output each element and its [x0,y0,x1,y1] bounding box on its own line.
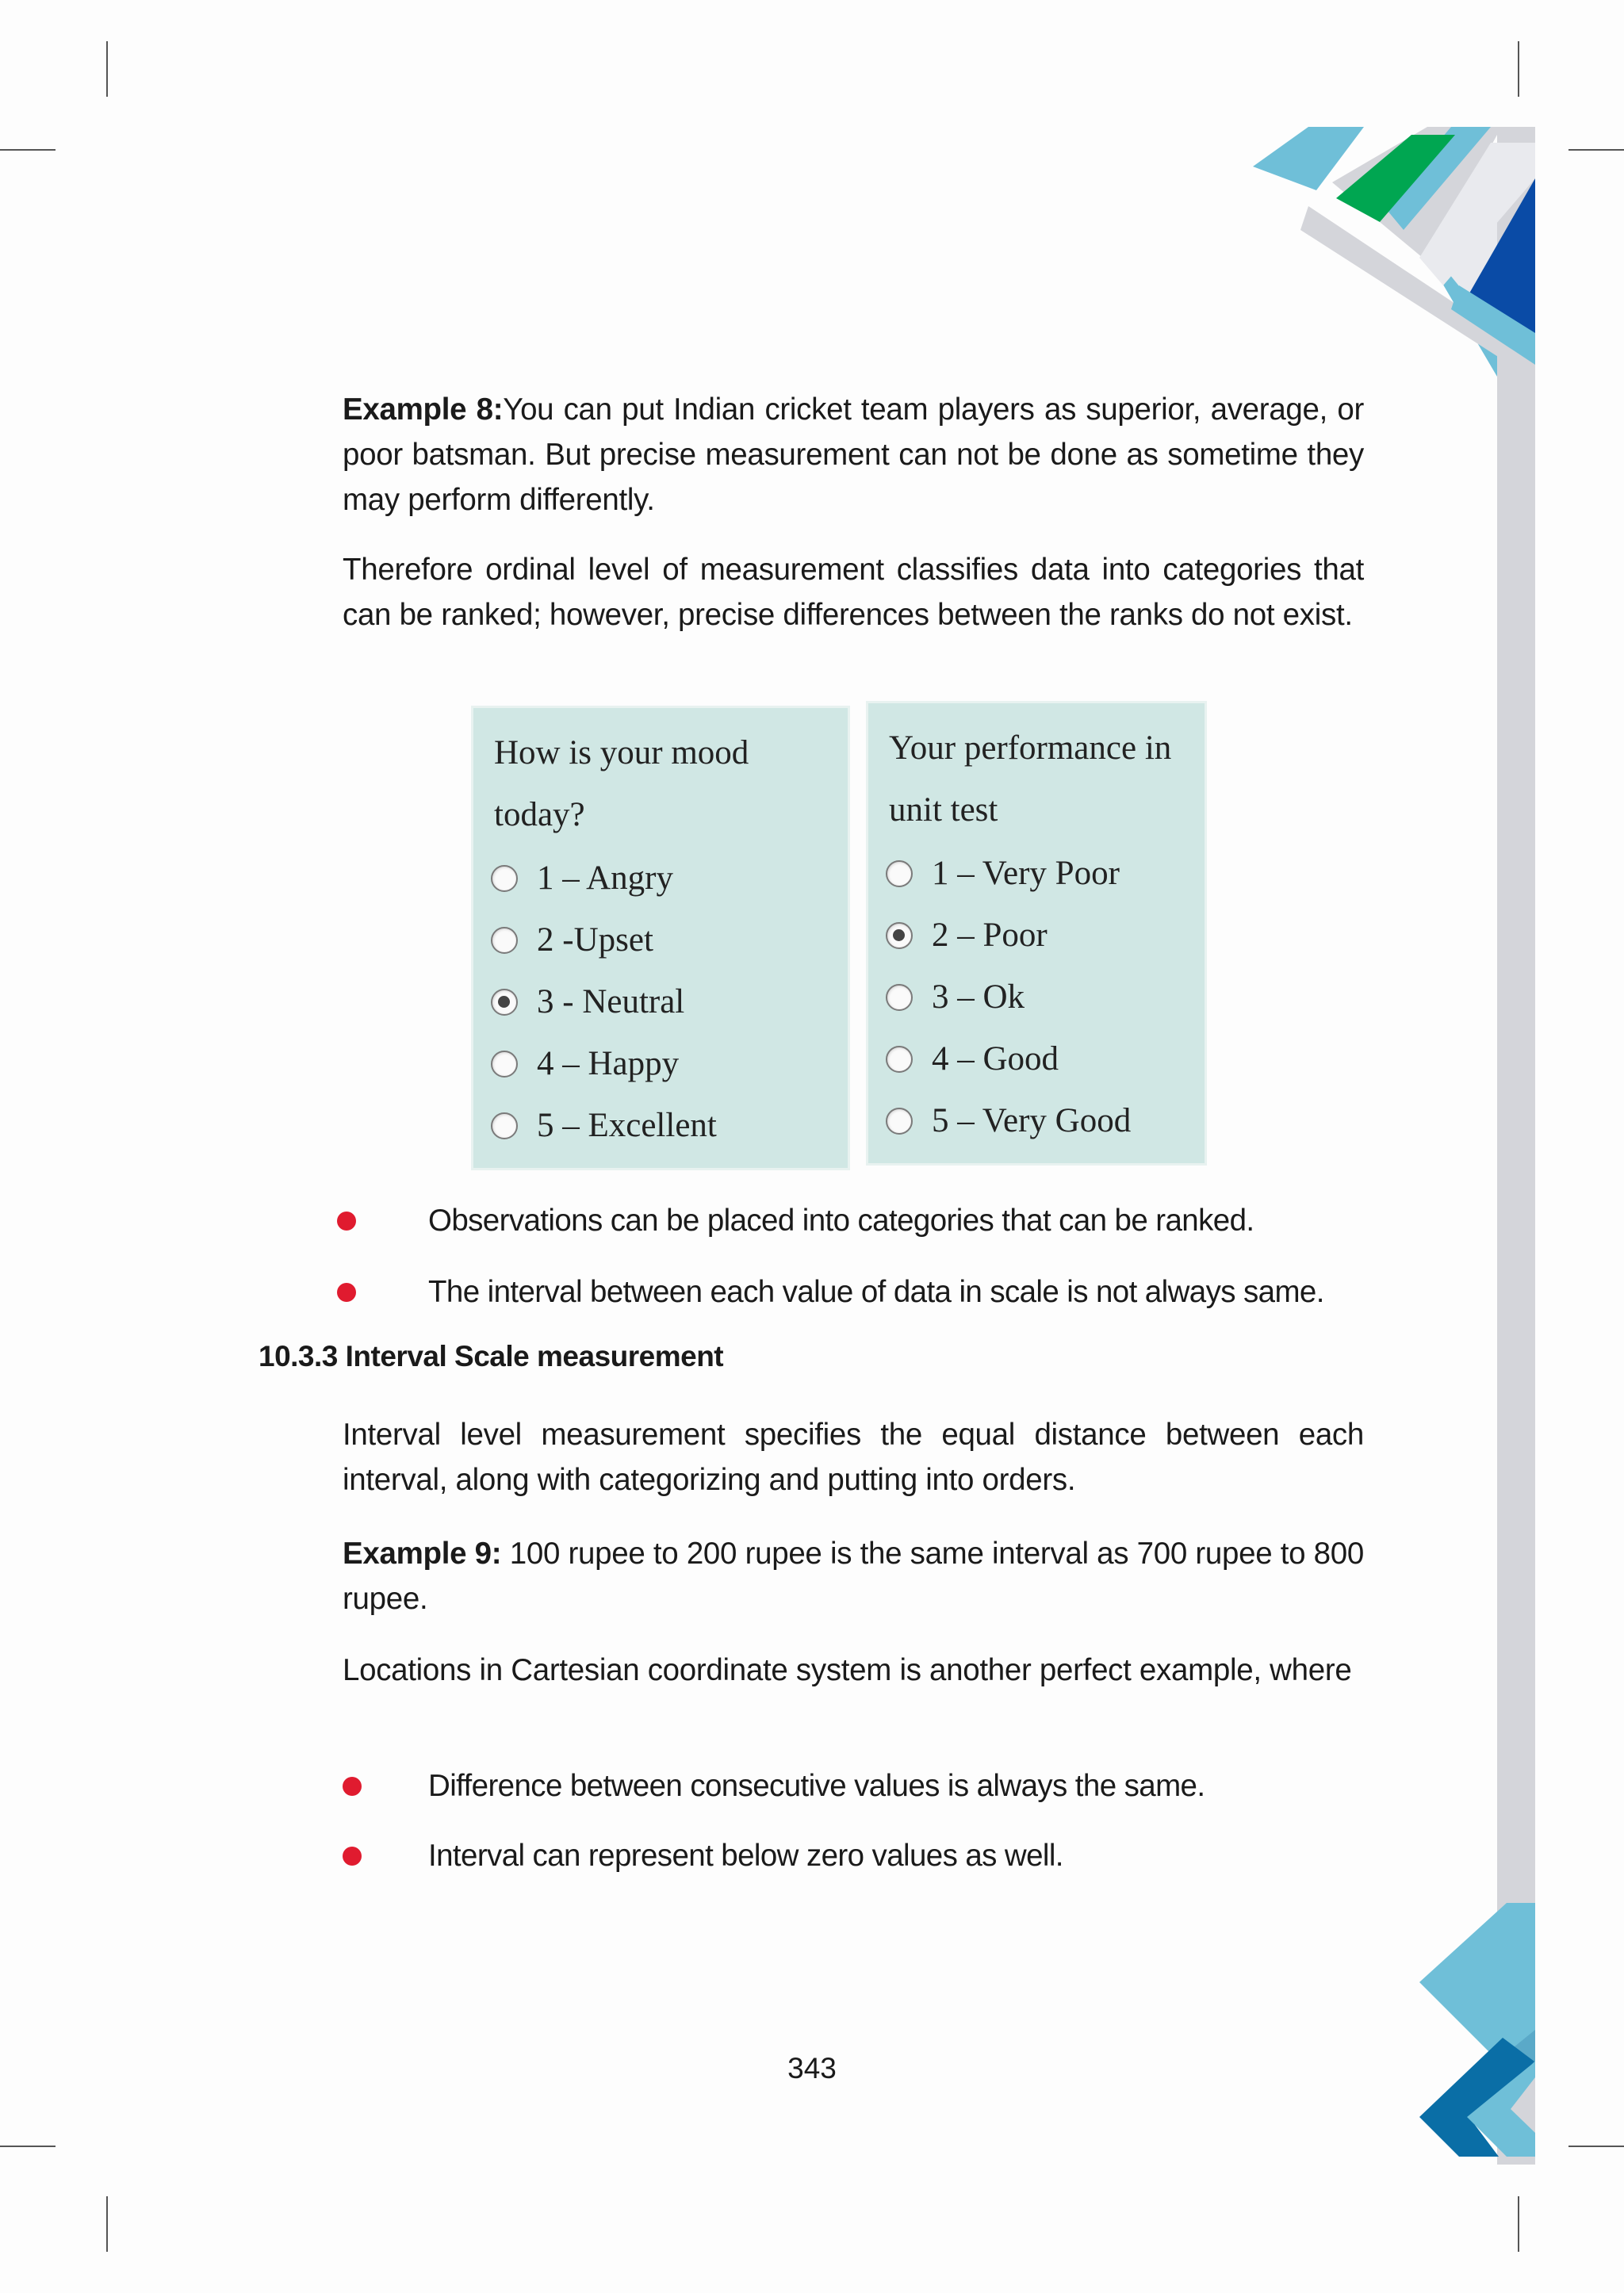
corner-decoration-top [1221,119,1538,389]
crop-mark [106,2196,108,2252]
radio-button[interactable] [491,1051,518,1078]
survey-performance-option[interactable] [886,1101,1131,1140]
example-9-label: Example 9: [343,1537,502,1571]
survey-mood-question-line1: How is your mood [494,734,749,771]
survey-mood-question-line2: today? [494,796,585,833]
survey-performance-option-label: 4 – Good [932,1040,1059,1078]
page-side-band [1497,127,1535,2165]
survey-mood-option-label: 1 – Angry [537,859,673,897]
survey-mood-option[interactable] [491,1106,717,1145]
ordinal-bullet-1: Observations can be placed into categories that can be ranked. [428,1204,1254,1238]
survey-performance-option[interactable] [886,1039,1059,1078]
survey-performance-panel [866,701,1207,1166]
bullet-dot [343,1777,362,1796]
crop-mark [106,41,108,97]
crop-mark [0,149,56,151]
survey-performance-option-label: 2 – Poor [932,917,1048,954]
cartesian-paragraph: Locations in Cartesian coordinate system is another perfect example, where [343,1653,1352,1687]
survey-performance-option[interactable] [886,916,1048,955]
survey-performance-option[interactable] [886,978,1025,1016]
crop-mark [1568,2146,1624,2147]
example-9-text: 100 rupee to 200 rupee is the same interval as 700 rupee to 800 rupee. [343,1537,1365,1616]
section-heading: 10.3.3 Interval Scale measurement [259,1340,724,1372]
crop-mark [1518,2196,1519,2252]
survey-performance-option-label: 5 – Very Good [932,1102,1132,1139]
survey-mood-option-label: 2 -Upset [537,921,653,959]
survey-mood-option[interactable] [491,921,653,959]
interval-bullet-1: Difference between consecutive values is always the same. [428,1769,1205,1803]
survey-performance-option-label: 1 – Very Poor [932,855,1120,892]
survey-performance-option[interactable] [886,854,1120,893]
example-8-paragraph [343,387,1364,523]
crop-mark [0,2146,56,2147]
radio-button-selected[interactable] [886,922,913,949]
example-8-text: You can put Indian cricket team players as superior, average, or poor batsman. But precise measurement can not be done as sometime they may perform differently. [343,392,1364,517]
radio-button[interactable] [491,865,518,892]
survey-mood-option-label: 4 – Happy [537,1045,680,1082]
radio-button[interactable] [491,927,518,954]
survey-mood-panel [471,706,850,1170]
bullet-dot [343,1847,362,1866]
crop-mark [1568,149,1624,151]
page-number: 343 [787,2052,837,2084]
survey-mood-option[interactable] [491,1044,679,1083]
interval-intro-paragraph: Interval level measurement specifies the equal distance between each interval, along with categorizing and putting into orders. [343,1418,1364,1497]
survey-mood-option-label: 3 - Neutral [537,983,685,1020]
radio-button[interactable] [886,1108,913,1135]
survey-performance-question-line1: Your performance in [889,729,1172,767]
radio-button[interactable] [491,1112,518,1139]
radio-button[interactable] [886,860,913,887]
survey-performance-question-line2: unit test [889,791,998,829]
ordinal-summary-paragraph: Therefore ordinal level of measurement classifies data into categories that can be ranked; however, precise differences between the ranks do not exist. [343,553,1364,632]
survey-performance-option-label: 3 – Ok [932,978,1025,1016]
example-9-paragraph [343,1531,1364,1621]
survey-mood-option-label: 5 – Excellent [537,1107,717,1144]
crop-mark [1518,41,1519,97]
survey-mood-option[interactable] [491,982,684,1021]
bullet-dot [337,1283,356,1302]
interval-bullet-2: Interval can represent below zero values as well. [428,1839,1063,1873]
corner-decoration-bottom [1411,1895,1538,2165]
radio-button-selected[interactable] [491,989,518,1016]
bullet-dot [337,1212,356,1231]
survey-mood-option[interactable] [491,859,673,898]
example-8-label: Example 8: [343,392,504,427]
ordinal-bullet-2: The interval between each value of data in scale is not always same. [428,1275,1324,1309]
radio-button[interactable] [886,1046,913,1073]
radio-button[interactable] [886,984,913,1011]
